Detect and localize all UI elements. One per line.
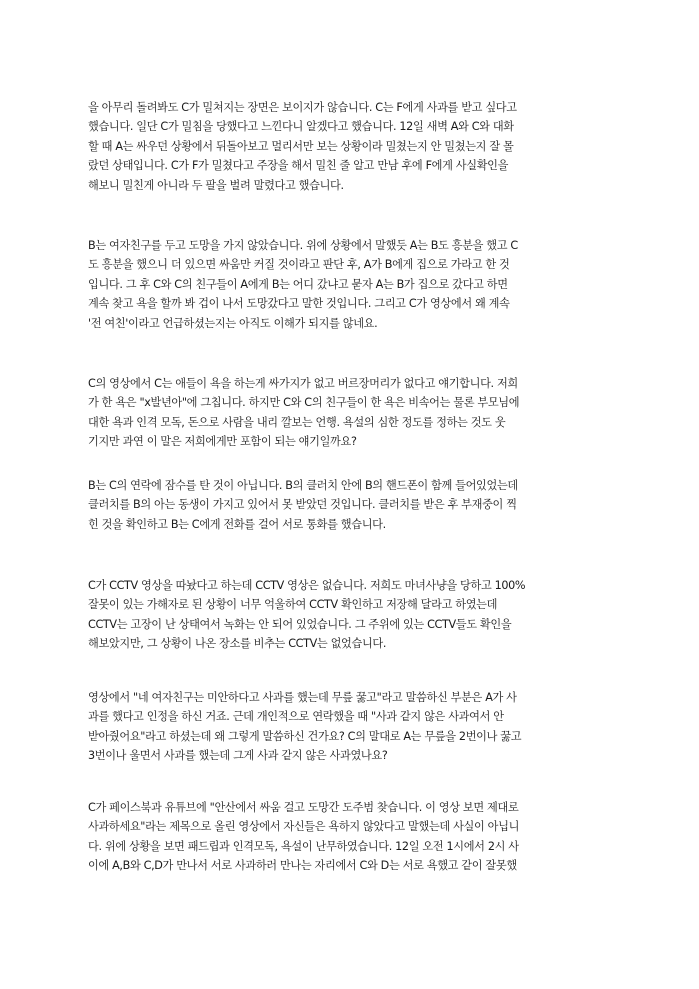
text-line: 잘못이 있는 가해자로 된 상황이 너무 억울하여 CCTV 확인하고 저장해 달라고 하였는데 (88, 598, 498, 612)
text-line: B는 여자친구를 두고 도망을 가지 않았습니다. 위에 상황에서 말했듯 A는 B도 흥분을 했고 C (88, 239, 518, 252)
text-line: 이에 A,B와 C,D가 만나서 서로 사과하러 만나는 자리에서 C와 D는 서로 욕했고 같이 잘못했 (88, 859, 517, 873)
text-line: C의 영상에서 C는 애들이 욕을 하는게 싸가지가 없고 버르장머리가 없다고 얘기합니다. 저희 (88, 377, 518, 390)
paragraph-f-push-clarification (88, 98, 610, 195)
paragraph-cctv (88, 576, 610, 654)
text-line: 랐던 상태입니다. C가 F가 밀쳤다고 주장을 해서 밀친 줄 알고 만남 후에 F에게 사실확인을 (88, 159, 509, 173)
paragraph-social-media-post (88, 798, 610, 876)
paragraph-b-did-not-flee (88, 236, 610, 333)
paragraph-profanity (88, 374, 610, 452)
text-line: C가 페이스북과 유튜브에 "안산에서 싸움 걸고 도망간 도주범 찾습니다. 이 영상 보면 제대로 (88, 801, 519, 814)
text-line: 다. 위에 상황을 보면 패드립과 인격모독, 욕설이 난무하였습니다. 12일 오전 1시에서 2시 사 (88, 839, 519, 853)
text-line: 을 아무리 돌려봐도 C가 밀쳐지는 장면은 보이지가 않습니다. C는 F에게 사과를 받고 싶다고 (88, 101, 517, 114)
text-line: 힌 것을 확인하고 B는 C에게 전화를 걸어 서로 통화를 했습니다. (88, 517, 386, 531)
text-line: 입니다. 그 후 C와 C의 친구들이 A에게 B는 어디 갔냐고 묻자 A는 B가 집으로 갔다고 하면 (88, 277, 508, 291)
text-line: 도 흥분을 했으니 더 있으면 싸움만 커질 것이라고 판단 후, A가 B에게 집으로 가라고 한 것 (88, 258, 510, 272)
paragraph-apology (88, 688, 610, 766)
text-line: 3번이나 울면서 사과를 했는데 그게 사과 같지 않은 사과였나요? (88, 749, 388, 763)
text-line: 대한 욕과 인격 모독, 돈으로 사람을 내리 깔보는 언행. 욕설의 심한 정도를 정하는 것도 웃 (88, 415, 506, 429)
text-line: 클러치를 B의 아는 동생이 가지고 있어서 못 받았던 것입니다. 클러치를 받은 후 부재중이 찍 (88, 498, 517, 512)
text-line: '전 여친'이라고 언급하셨는지는 아직도 이해가 되지를 않네요. (88, 316, 378, 330)
text-line: 계속 찾고 욕을 할까 봐 겁이 나서 도망갔다고 말한 것입니다. 그리고 C가 영상에서 왜 계속 (88, 297, 510, 311)
text-line: C가 CCTV 영상을 따놨다고 하는데 CCTV 영상은 없습니다. 저희도 마녀사냥을 당하고 100% (88, 579, 526, 592)
text-line: 가 한 욕은 "x발년아"에 그칩니다. 하지만 C와 C의 친구들이 한 욕은 비속어는 물론 부모님에 (88, 396, 520, 410)
text-line: CCTV는 고장이 난 상태여서 녹화는 안 되어 있었습니다. 그 주위에 있는 CCTV들도 확인을 (88, 617, 512, 631)
text-line: B는 C의 연락에 잠수를 탄 것이 아닙니다. B의 클러치 안에 B의 핸드폰이 함께 들어있었는데 (88, 479, 518, 492)
text-line: 해보았지만, 그 상황이 나온 장소를 비추는 CCTV는 없었습니다. (88, 637, 387, 651)
paragraph-phone-clutch (88, 476, 610, 534)
text-line: 했습니다. 일단 C가 밀침을 당했다고 느낀다니 알겠다고 했습니다. 12일 새벽 A와 C와 대화 (88, 120, 514, 134)
text-line: 사과하세요"라는 제목으로 올린 영상에서 자신들은 욕하지 않았다고 말했는데 사실이 아닙니 (88, 820, 520, 834)
text-line: 할 때 A는 싸우던 상황에서 뒤돌아보고 멀리서만 보는 상황이라 밀쳤는지 안 밀쳤는지 잘 몰 (88, 139, 514, 153)
text-line: 받아줬어요"라고 하셨는데 왜 그렇게 말씀하신 건가요? C의 말대로 A는 무릎을 2번이나 꿇고 (88, 729, 522, 743)
text-line: 기지만 과연 이 말은 저희에게만 포함이 되는 얘기일까요? (88, 435, 357, 449)
text-line: 과를 했다고 인정을 하신 거죠. 근데 개인적으로 연락했을 때 "사과 같지 않은 사과여서 안 (88, 710, 504, 724)
text-line: 해보니 밀친게 아니라 두 팔을 벌려 말렸다고 했습니다. (88, 178, 344, 192)
text-line: 영상에서 "네 여자친구는 미안하다고 사과를 했는데 무릎 꿇고"라고 말씀하신 부분은 A가 사 (88, 691, 517, 704)
